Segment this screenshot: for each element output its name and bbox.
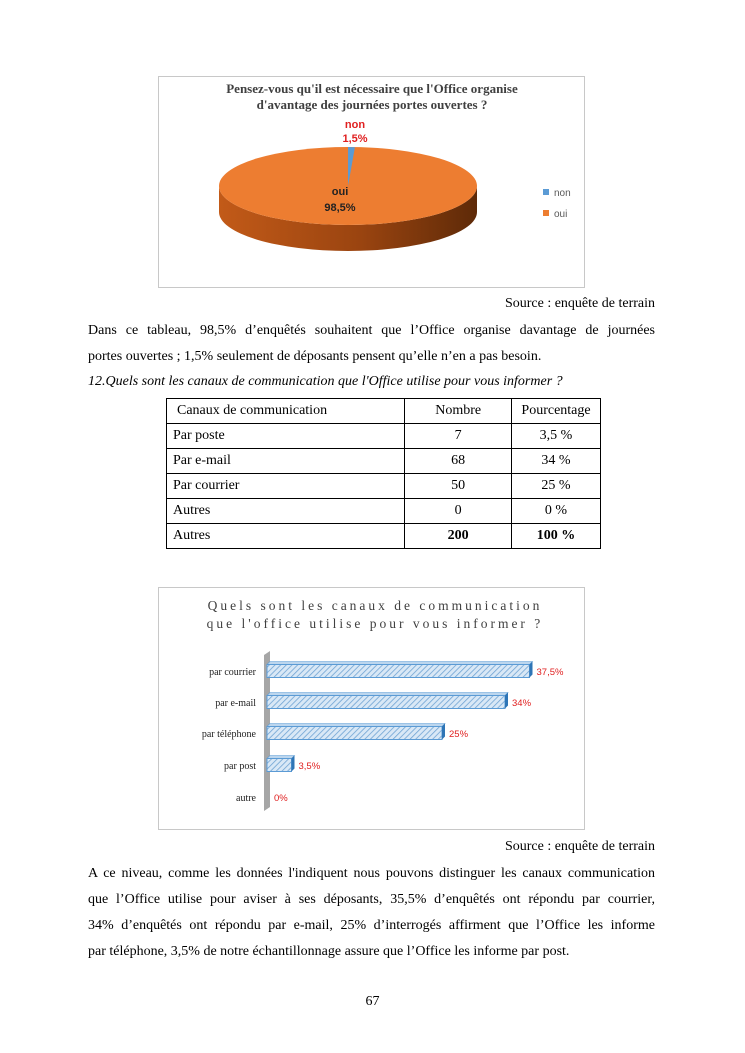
paragraph-2 xyxy=(88,861,655,965)
bar-category-label: par téléphone xyxy=(201,729,256,740)
legend-label-oui: oui xyxy=(554,209,568,220)
table-header-cell: Pourcentage xyxy=(512,399,601,424)
bar-series xyxy=(202,662,564,805)
paragraph-1-line-1: Dans ce tableau, 98,5% d’enquêtés souhaitent que l’Office organise davantage de journées xyxy=(88,323,655,338)
pie-chart-box xyxy=(158,76,585,288)
table-cell: 3,5 % xyxy=(512,424,601,449)
pie-label-non: non xyxy=(344,119,366,131)
legend-label-non: non xyxy=(554,188,571,199)
table-row xyxy=(167,424,601,449)
table-row xyxy=(167,499,601,524)
question-12: 12.Quels sont les canaux de communication que l'Office utilise pour vous informer ? xyxy=(88,374,563,389)
table-cell: 25 % xyxy=(512,474,601,499)
pie-title-line1: Pensez-vous qu'il est nécessaire que l'Office organise xyxy=(226,81,518,96)
pie-value-non: 1,5% xyxy=(342,133,368,145)
table-cell: Autres xyxy=(167,499,405,524)
bar-data-label: 0% xyxy=(274,793,288,804)
bar-chart-box xyxy=(158,587,585,830)
bar-chart xyxy=(159,588,584,829)
legend-swatch-oui xyxy=(543,210,549,216)
page-number: 67 xyxy=(365,994,380,1009)
table-header-row xyxy=(167,399,601,424)
paragraph-2-line-4: par téléphone, 3,5% de notre échantillonnage assure que l’Office les informe par post. xyxy=(88,944,570,959)
paragraph-2-line-1: A ce niveau, comme les données l'indiquent nous pouvons distinguer les canaux communication xyxy=(88,866,655,881)
table-cell: Par e-mail xyxy=(167,449,405,474)
table-cell: 68 xyxy=(405,449,512,474)
table-header-cell: Nombre xyxy=(405,399,512,424)
legend-swatch-non xyxy=(543,189,549,195)
table-cell: Par poste xyxy=(167,424,405,449)
table-cell: 34 % xyxy=(512,449,601,474)
table-cell: 0 xyxy=(405,499,512,524)
source-caption-1: Source : enquête de terrain xyxy=(504,296,655,311)
pie-label-oui: oui xyxy=(331,186,349,198)
bar xyxy=(267,665,530,678)
pie-value-oui: 98,5% xyxy=(324,202,356,214)
table-cell: 50 xyxy=(405,474,512,499)
bar xyxy=(267,696,505,709)
bar-data-label: 34% xyxy=(512,698,532,709)
table-row xyxy=(167,449,601,474)
bar-category-label: autre xyxy=(236,793,256,804)
bar-data-label: 3,5% xyxy=(298,761,321,772)
bar xyxy=(267,727,442,740)
table-cell: Autres xyxy=(167,524,405,549)
bar-title-line1: Quels sont les canaux de communication xyxy=(207,598,543,613)
bar-data-label: 25% xyxy=(449,729,469,740)
bar xyxy=(267,759,292,772)
bar-category-label: par e-mail xyxy=(215,698,256,709)
table-cell: 0 % xyxy=(512,499,601,524)
paragraph-1-line-2: portes ouvertes ; 1,5% seulement de déposants pensent qu’elle n’en a pas besoin. xyxy=(88,349,542,364)
table-cell: 100 % xyxy=(512,524,601,549)
bar-data-label: 37,5% xyxy=(536,667,564,678)
paragraph-2-line-3: 34% d’enquêtés ont répondu par e-mail, 25% d’interrogés affirment que l’Office les informe xyxy=(88,918,655,933)
pie-chart xyxy=(159,77,584,287)
table-cell: 7 xyxy=(405,424,512,449)
table-cell: 200 xyxy=(405,524,512,549)
bar-category-label: par post xyxy=(224,761,256,772)
table-cell: Par courrier xyxy=(167,474,405,499)
paragraph-2-line-2: que l’Office utilise pour aviser à ses déposants, 35,5% d’enquêtés ont répondu par courrier, xyxy=(88,892,655,907)
communication-table xyxy=(166,398,601,549)
bar-title-line2: que l'office utilise pour vous informer ? xyxy=(206,616,544,631)
table-header-cell: Canaux de communication xyxy=(167,399,405,424)
table-total-row xyxy=(167,524,601,549)
pie-title-line2: d'avantage des journées portes ouvertes ? xyxy=(256,97,488,112)
source-caption-2: Source : enquête de terrain xyxy=(504,839,655,854)
table-row xyxy=(167,474,601,499)
bar-category-label: par courrier xyxy=(209,667,256,678)
paragraph-1 xyxy=(88,318,655,370)
